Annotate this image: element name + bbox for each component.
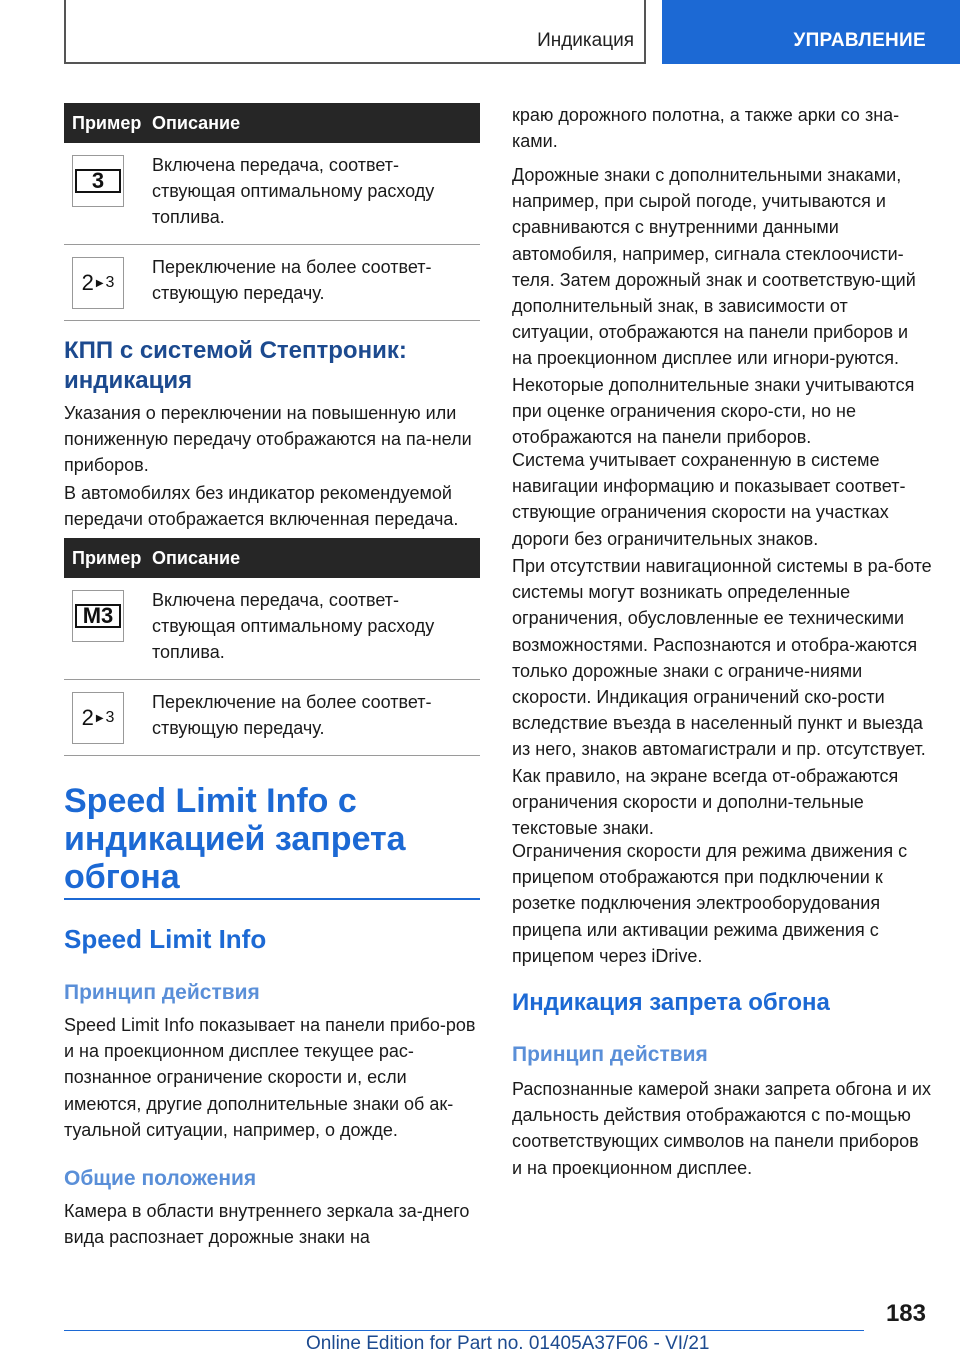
footer-rule: [64, 1330, 864, 1331]
header-section-tab: [64, 0, 646, 64]
arrow-right-icon: ▶: [95, 277, 104, 289]
table-row: [64, 578, 480, 680]
column-header-example: Пример: [64, 538, 152, 578]
steptronic-indicator-table: [64, 538, 480, 756]
gear-3-icon: 3: [72, 155, 124, 207]
paragraph: При отсутствии навигационной системы в ра-боте системы могут возникать определенные ограничения, обусловленные ее техническими возможностями. Распознаются и отобра-жаются только дорожные знаки с ограниче-ниями скорости. Индикация ограничений ско-рости вследствие въезда в населенный пункт и выезда из него, знаков автомагистрали и пр. отсутствует. Как правило, на экране всегда от-ображаются ограничения скорости и дополни-тельные текстовые знаки.: [512, 556, 932, 839]
row-description: Переключение на более соответ-ствующую передачу.: [152, 680, 480, 756]
paragraph: Камера в области внутреннего зеркала за-днего вида распознает дорожные знаки на: [64, 1201, 470, 1248]
footer-edition: Online Edition for Part no. 01405A37F06 - VI/21: [306, 1333, 710, 1354]
page-main-heading: Speed Limit Info с индикацией запрета обгона: [64, 782, 406, 896]
arrow-right-icon: ▶: [95, 712, 104, 724]
section-heading-no-overtaking: Индикация запрета обгона: [512, 989, 830, 1016]
paragraph: В автомобилях без индикатор рекомендуемой передачи отображается включенная передача.: [64, 483, 459, 530]
subheading-principle: Принцип действия: [64, 981, 260, 1004]
header-section-title: Индикация: [537, 30, 634, 51]
column-header-description: Описание: [152, 103, 480, 143]
header-chapter-tab: [662, 0, 960, 64]
table-row: [64, 680, 480, 756]
paragraph: краю дорожного полотна, а также арки со зна-ками.: [512, 105, 900, 152]
paragraph: Speed Limit Info показывает на панели прибо-ров и на проекционном дисплее текущее рас-познанное ограничение скорости и, если имеются, другие дополнительные знаки об ак-туальной ситуации, например, о дожде.: [64, 1015, 476, 1140]
header-chapter-title: УПРАВЛЕНИЕ: [793, 30, 926, 51]
paragraph: Система учитывает сохраненную в системе навигации информацию и показывает соответ-ствующие ограничения скорости на участках дороги без ограничительных знаков.: [512, 450, 906, 549]
row-description: Переключение на более соответ-ствующую передачу.: [152, 245, 480, 321]
table-row: [64, 245, 480, 321]
paragraph: Указания о переключении на повышенную или пониженную передачу отображаются на па-нели приборов.: [64, 403, 472, 476]
subheading-general: Общие положения: [64, 1167, 257, 1190]
row-description: Включена передача, соответ-ствующая оптимальному расходу топлива.: [152, 578, 480, 680]
section-heading-speed-limit: Speed Limit Info: [64, 924, 267, 954]
paragraph: Распознанные камерой знаки запрета обгона и их дальность действия отображаются с по-мощью соответствующих символов на панели приборов и на проекционном дисплее.: [512, 1079, 931, 1178]
paragraph: Ограничения скорости для режима движения с прицепом отображаются при подключении к розетке подключения электрооборудования прицепа или активации режима движения с прицепом через iDrive.: [512, 841, 908, 966]
column-header-description: Описание: [152, 538, 480, 578]
subheading-principle: Принцип действия: [512, 1043, 708, 1066]
gear-indicator-table: [64, 103, 480, 321]
heading-rule: [64, 898, 480, 900]
row-description: Включена передача, соответ-ствующая оптимальному расходу топлива.: [152, 143, 480, 245]
paragraph: Дорожные знаки с дополнительными знаками, например, при сырой погоде, учитываются и сравниваются с внутренними данными автомобиля, например, сигнала стеклоочисти-теля. Затем дорожный знак и соответствую-щий дополнительный знак, в зависимости от ситуации, отображаются на панели приборов и на проекционном дисплее или игнори-руются. Некоторые дополнительные знаки учитываются при оценке ограничения скоро-сти, но не отображаются на панели приборов.: [512, 165, 916, 448]
table-row: [64, 143, 480, 245]
shift-up-icon: 2 ▶ 3: [72, 257, 124, 309]
shift-up-icon: 2 ▶ 3: [72, 692, 124, 744]
column-header-example: Пример: [64, 103, 152, 143]
page-number: 183: [885, 1300, 926, 1327]
gear-m3-icon: M3: [72, 590, 124, 642]
section-heading-steptronic: КПП с системой Стептроник: индикация: [64, 337, 407, 394]
